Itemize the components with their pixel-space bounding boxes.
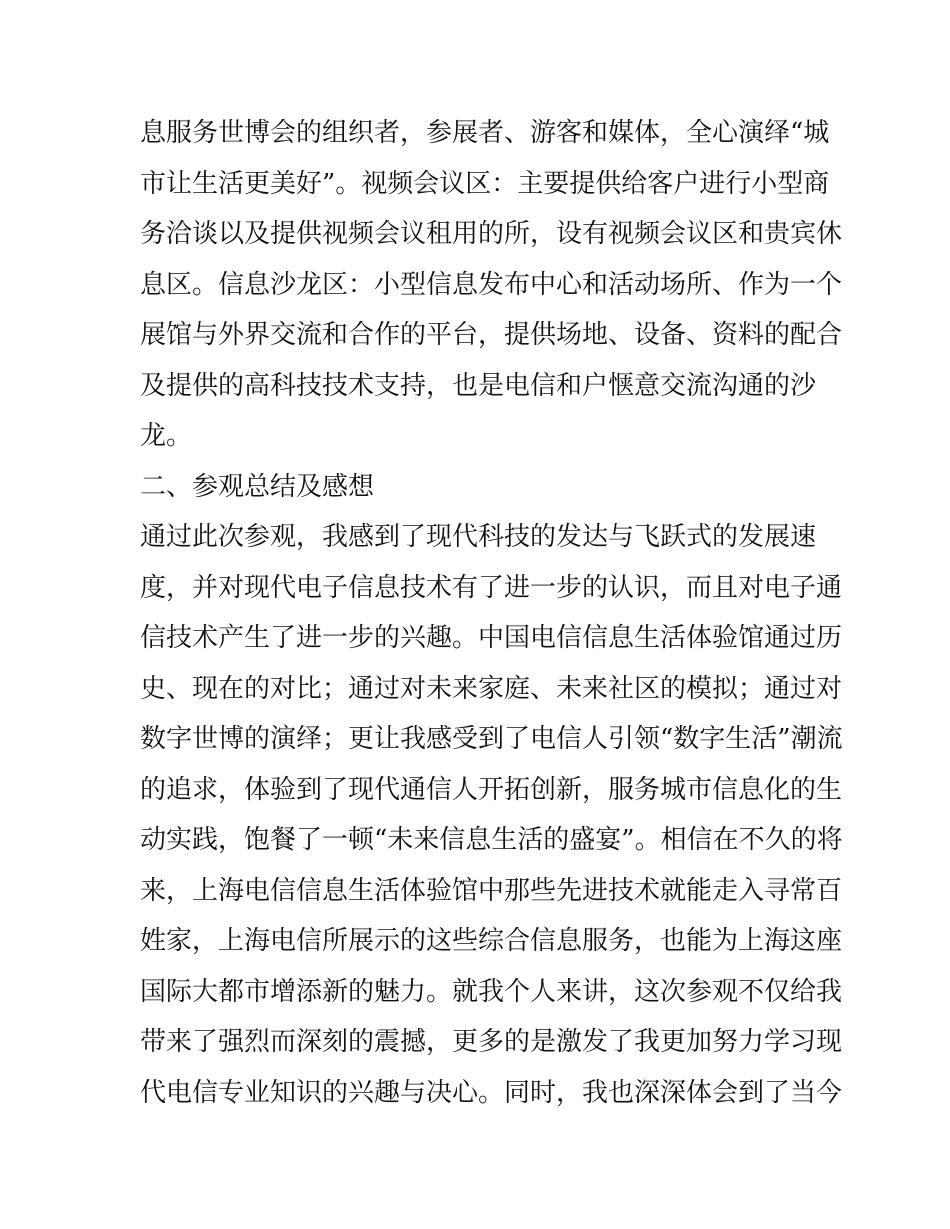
text-line: 国际大都市增添新的魅力。就我个人来讲，这次参观不仅给我 bbox=[140, 976, 843, 1007]
text-line: 息区。信息沙龙区：小型信息发布中心和活动场所、作为一个 bbox=[140, 269, 843, 300]
text-line: 的追求，体验到了现代通信人开拓创新，服务城市信息化的生 bbox=[140, 774, 843, 805]
text-line: 动实践，饱餐了一顿“未来信息生活的盛宴”。相信在不久的将 bbox=[140, 825, 843, 855]
text-line: 带来了强烈而深刻的震撼，更多的是激发了我更加努力学习现 bbox=[140, 1027, 843, 1057]
text-line: 代电信专业知识的兴趣与决心。同时，我也深深体会到了当今 bbox=[140, 1077, 843, 1108]
text-line: 姓家，上海电信所展示的这些综合信息服务，也能为上海这座 bbox=[140, 926, 843, 956]
text-line: 务洽谈以及提供视频会议租用的所，设有视频会议区和贵宾休 bbox=[140, 219, 843, 249]
text-line: 息服务世博会的组织者，参展者、游客和媒体，全心演绎“城 bbox=[140, 118, 830, 148]
text-line: 度，并对现代电子信息技术有了进一步的认识，而且对电子通 bbox=[140, 572, 843, 603]
body-text bbox=[140, 108, 843, 1118]
text-line: 史、现在的对比；通过对未来家庭、未来社区的模拟；通过对 bbox=[140, 673, 843, 704]
text-line: 信技术产生了进一步的兴趣。中国电信信息生活体验馆通过历 bbox=[140, 623, 843, 653]
text-line: 及提供的高科技技术支持，也是电信和户惬意交流沟通的沙 bbox=[140, 370, 817, 401]
text-line: 龙。 bbox=[140, 421, 193, 451]
text-line: 来，上海电信信息生活体验馆中那些先进技术就能走入寻常百 bbox=[140, 875, 843, 906]
text-line: 数字世博的演绎；更让我感受到了电信人引领“数字生活”潮流 bbox=[140, 724, 843, 754]
text-line: 市让生活更美好”。视频会议区：主要提供给客户进行小型商 bbox=[140, 168, 830, 199]
text-line: 展馆与外界交流和合作的平台，提供场地、设备、资料的配合 bbox=[140, 320, 843, 350]
text-line: 通过此次参观，我感到了现代科技的发达与飞跃式的发展速 bbox=[140, 522, 817, 552]
section-heading: 二、参观总结及感想 bbox=[140, 471, 375, 502]
